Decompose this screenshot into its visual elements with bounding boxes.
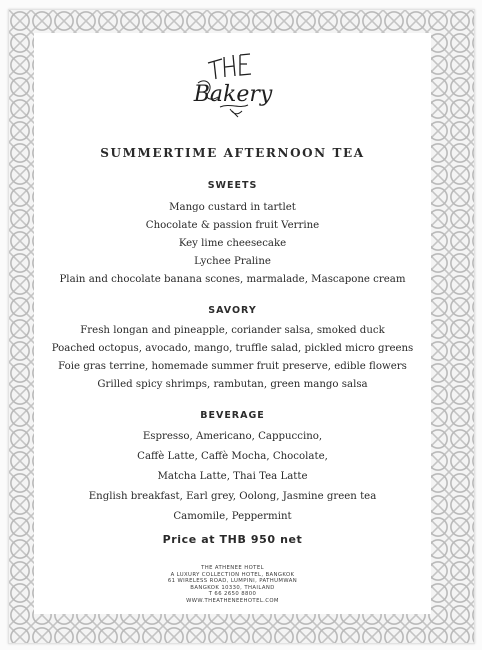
footer-line: THE ATHENEE HOTEL <box>201 565 264 571</box>
menu-item: Caffè Latte, Caffè Mocha, Chocolate, <box>137 451 328 462</box>
section-heading: SWEETS <box>207 180 258 191</box>
menu-item: Plain and chocolate banana scones, marmalade, Mascapone cream <box>59 274 406 285</box>
bakery-logo <box>34 49 431 121</box>
menu-item: Lychee Praline <box>194 256 271 267</box>
footer-line: A LUXURY COLLECTION HOTEL, BANGKOK <box>170 571 295 578</box>
footer-line: WWW.THEATHENEEHOTEL.COM <box>186 597 279 604</box>
menu-item: Fresh longan and pineapple, coriander salsa, smoked duck <box>80 325 385 336</box>
menu-item: English breakfast, Earl grey, Oolong, Jasmine green tea <box>88 491 377 502</box>
menu-item: Camomile, Peppermint <box>173 511 292 522</box>
footer-line: BANGKOK 10330, THAILAND <box>190 584 275 591</box>
menu-item: Mango custard in tartlet <box>169 202 296 213</box>
menu-item: Matcha Latte, Thai Tea Latte <box>157 471 308 482</box>
menu-title: SUMMERTIME AFTERNOON TEA <box>100 146 365 160</box>
footer-line: T 66 2650 8800 <box>208 591 257 598</box>
beverage-section <box>34 409 431 527</box>
footer-line: 61 WIRELESS ROAD, LUMPINI, PATHUMWAN <box>167 578 298 585</box>
section-heading: BEVERAGE <box>200 410 265 421</box>
menu-item: Foie gras terrine, homemade summer fruit preserve, edible flowers <box>58 361 407 372</box>
menu-item: Espresso, Americano, Cappuccino, <box>142 431 323 442</box>
savory-section <box>34 304 431 394</box>
menu-item: Key lime cheesecake <box>178 238 287 249</box>
logo-line2: Bakery <box>193 82 272 107</box>
hotel-address-footer <box>34 565 431 605</box>
menu-panel <box>34 33 431 614</box>
section-heading: SAVORY <box>208 305 257 316</box>
logo-line1: THE <box>231 71 234 72</box>
menu-item: Poached octopus, avocado, mango, truffle salad, pickled micro greens <box>51 343 414 354</box>
menu-item: Grilled spicy shrimps, rambutan, green mango salsa <box>97 379 368 390</box>
price-line: Price at THB 950 net <box>162 533 303 546</box>
sweets-section <box>34 179 431 289</box>
menu-item: Chocolate & passion fruit Verrine <box>145 220 320 231</box>
bakery-logo-icon <box>178 49 288 121</box>
